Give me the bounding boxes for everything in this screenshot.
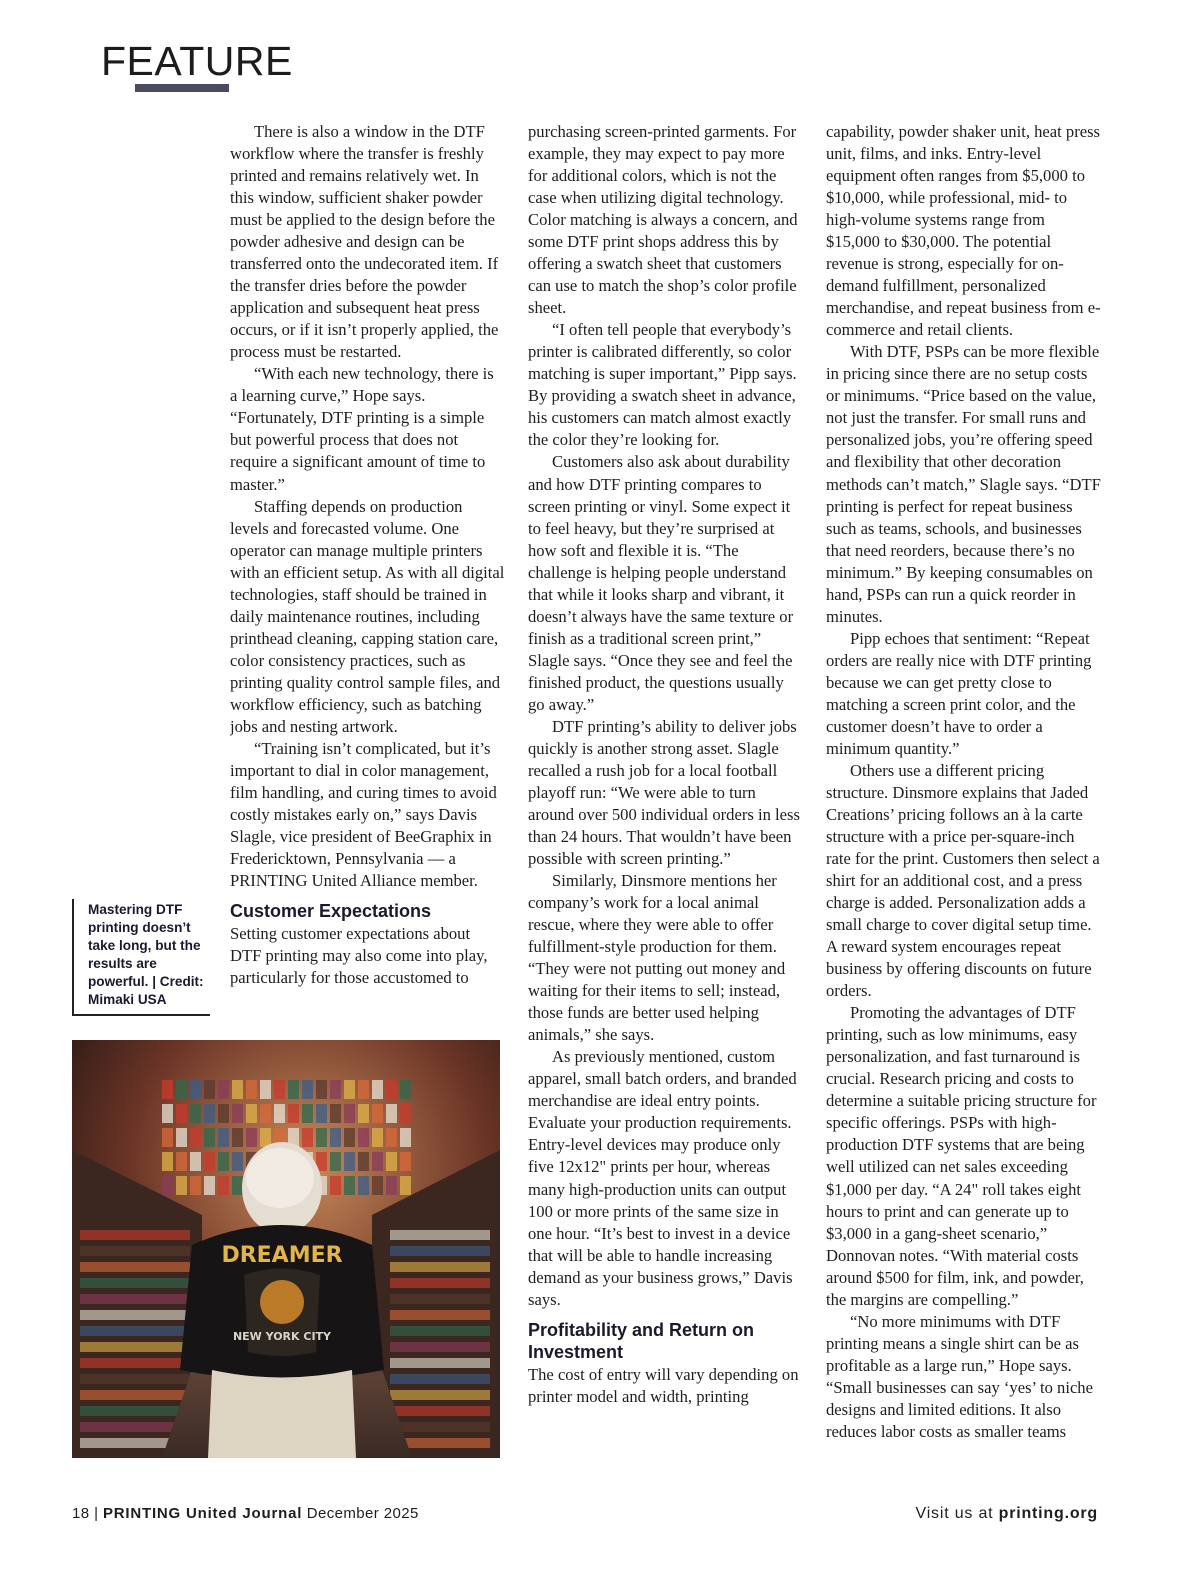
record-sleeve bbox=[400, 1080, 411, 1099]
record-bin-row bbox=[390, 1406, 490, 1416]
body-paragraph: capability, powder shaker unit, heat press unit, films, and inks. Entry-level equipment often ranges from $5,000 to $10,000, while professional, mid- to high-volume systems range from $15,000 to $30,000. The potential revenue is strong, especially for on-demand fulfillment, personalized merchandise, and repeat business from e-commerce and retail clients. bbox=[826, 122, 1101, 340]
record-bin-row bbox=[80, 1246, 190, 1256]
record-bin-row bbox=[80, 1342, 190, 1352]
record-sleeve bbox=[176, 1104, 187, 1123]
website-link[interactable]: printing.org bbox=[998, 1505, 1098, 1522]
record-sleeve bbox=[176, 1152, 187, 1171]
record-sleeve bbox=[190, 1152, 201, 1171]
record-bin-row bbox=[390, 1374, 490, 1384]
record-sleeve bbox=[162, 1104, 173, 1123]
issue-date: December 2025 bbox=[306, 1505, 419, 1522]
record-sleeve bbox=[190, 1080, 201, 1099]
record-sleeve bbox=[204, 1176, 215, 1195]
record-sleeve bbox=[246, 1128, 257, 1147]
record-sleeve bbox=[400, 1176, 411, 1195]
record-bin-row bbox=[80, 1406, 190, 1416]
body-paragraph: Setting customer expectations about DTF printing may also come into play, particularly for those accustomed to bbox=[230, 924, 488, 988]
body-paragraph: Similarly, Dinsmore mentions her company’s work for a local animal rescue, where they were able to offer fulfillment-style production for them. “They were not putting out money and waiting for their items to sell; instead, those funds are better used helping animals,” she says. bbox=[528, 871, 786, 1045]
record-sleeve bbox=[176, 1080, 187, 1099]
record-bin-row bbox=[390, 1358, 490, 1368]
record-bin-row bbox=[80, 1230, 190, 1240]
body-paragraph: Pipp echoes that sentiment: “Repeat orders are really nice with DTF printing because we can get pretty close to matching a screen print color, and the customer doesn’t have to order a minimum quantity.” bbox=[826, 628, 1092, 758]
record-sleeve bbox=[400, 1104, 411, 1123]
record-sleeve bbox=[288, 1080, 299, 1099]
record-sleeve bbox=[330, 1080, 341, 1099]
record-sleeve bbox=[176, 1176, 187, 1195]
record-bin-row bbox=[80, 1310, 190, 1320]
record-sleeve bbox=[330, 1104, 341, 1123]
record-sleeve bbox=[260, 1080, 271, 1099]
record-sleeve bbox=[232, 1104, 243, 1123]
publication-name: PRINTING United Journal bbox=[102, 1505, 303, 1522]
body-paragraph: The cost of entry will vary depending on printer model and width, printing bbox=[528, 1364, 799, 1406]
body-paragraph: With DTF, PSPs can be more flexible in pricing since there are no setup costs or minimums. “Price based on the value, not just the transfer. For small runs and personalized jobs, you’re offering speed and flexibility that other decoration methods can’t match,” Slagle says. “DTF printing is perfect for repeat business such as teams, schools, and businesses that need reorders, because there’s no minimum.” By keeping consumables on hand, PSPs can run a quick reorder in minutes. bbox=[826, 342, 1101, 626]
record-sleeve bbox=[372, 1128, 383, 1147]
section-underline bbox=[135, 84, 229, 92]
record-bin-row bbox=[80, 1390, 190, 1400]
record-sleeve bbox=[358, 1176, 369, 1195]
section-heading: Profitability and Return on Investment bbox=[528, 1319, 755, 1362]
body-paragraph: DTF printing’s ability to deliver jobs quickly is another strong asset. Slagle recalled a rush job for a local football playoff run: “We were able to turn around over 500 individual orders in less than 24 hours. That wouldn’t have been possible with screen printing.” bbox=[528, 716, 800, 869]
record-bin-row bbox=[80, 1358, 190, 1368]
record-sleeve bbox=[162, 1152, 173, 1171]
body-paragraph: Customers also ask about durability and how DTF printing compares to screen printing or vinyl. Some expect it to feel heavy, but they’re surprised at how soft and flexible it is. “The challenge is helping people understand that while it looks sharp and vibrant, it doesn’t always have the same texture or finish as a traditional screen print,” Slagle says. “Once they see and feel the finished product, the questions usually go away.” bbox=[528, 452, 794, 714]
page-number: 18 bbox=[72, 1505, 90, 1522]
record-sleeve bbox=[302, 1128, 313, 1147]
record-sleeve bbox=[232, 1176, 243, 1195]
body-paragraph: Staffing depends on production levels and forecasted volume. One operator can manage multiple printers with an efficient setup. As with all digital technologies, staff should be trained in daily maintenance routines, including printhead cleaning, capping station care, color consistency practices, such as printing quality control sample files, and workflow efficiency, such as batching jobs and nesting artwork. bbox=[230, 496, 505, 736]
record-sleeve bbox=[344, 1152, 355, 1171]
record-sleeve bbox=[246, 1080, 257, 1099]
record-bin-row bbox=[390, 1326, 490, 1336]
record-bin-row bbox=[80, 1326, 190, 1336]
record-sleeve bbox=[372, 1152, 383, 1171]
record-sleeve bbox=[372, 1104, 383, 1123]
record-sleeve bbox=[316, 1104, 327, 1123]
record-sleeve bbox=[358, 1104, 369, 1123]
record-sleeve bbox=[372, 1080, 383, 1099]
body-paragraph: “No more minimums with DTF printing means a single shirt can be as profitable as a large run,” Hope says. “Small businesses can say ‘yes’ to niche designs and limited editions. It also reduces labor costs as smaller teams bbox=[826, 1311, 1093, 1441]
record-sleeve bbox=[330, 1152, 341, 1171]
record-bin-row bbox=[390, 1342, 490, 1352]
record-sleeve bbox=[358, 1080, 369, 1099]
record-sleeve bbox=[204, 1128, 215, 1147]
jacket-print-subtext: NEW YORK CITY bbox=[232, 1330, 332, 1343]
record-sleeve bbox=[260, 1104, 271, 1123]
record-sleeve bbox=[302, 1080, 313, 1099]
article-photo bbox=[72, 1040, 500, 1458]
record-bin-row bbox=[80, 1278, 190, 1288]
section-heading: Customer Expectations bbox=[230, 901, 432, 922]
record-sleeve bbox=[330, 1176, 341, 1195]
record-sleeve bbox=[400, 1128, 411, 1147]
article-column-3 bbox=[826, 121, 1101, 1466]
record-bin-row bbox=[390, 1278, 490, 1288]
record-sleeve bbox=[190, 1104, 201, 1123]
record-sleeve bbox=[358, 1128, 369, 1147]
body-paragraph: As previously mentioned, custom apparel, small batch orders, and branded merchandise are ideal entry points. Evaluate your production requirements. Entry-level devices may produce only five 12x12" prints per hour, whereas many high-production units can output 100 or more prints of the same size in one hour. “It’s best to invest in a device that will be able to handle increasing demand as your business grows,” Davis says. bbox=[528, 1047, 797, 1309]
record-sleeve bbox=[218, 1104, 229, 1123]
section-label: FEATURE bbox=[101, 38, 293, 84]
record-bin-row bbox=[390, 1310, 490, 1320]
page-folio bbox=[72, 1505, 419, 1522]
record-sleeve bbox=[162, 1128, 173, 1147]
body-paragraph: Promoting the advantages of DTF printing, such as low minimums, easy personalization, and fast turnaround is crucial. Research pricing and costs to determine a suitable pricing structure for specific offerings. PSPs with high-production DTF systems that are being well utilized can net sales exceeding $1,000 per day. “A 24" roll takes eight hours to print and can generate up to $3,000 in a gang-sheet scenario,” Donnovan notes. “With material costs around $500 for film, ink, and powder, the margins are compelling.” bbox=[826, 1003, 1097, 1309]
body-paragraph: Others use a different pricing structure. Dinsmore explains that Jaded Creations’ pricing follows an à la carte structure with a price per-square-inch rate for the print. Customers then select a shirt for an additional cost, and a press charge is added. Personalization adds a small charge to cover digital setup time. A reward system encourages repeat business by offering discounts on future orders. bbox=[826, 760, 1100, 1001]
record-sleeve bbox=[316, 1080, 327, 1099]
record-sleeve bbox=[218, 1152, 229, 1171]
record-bin-row bbox=[80, 1294, 190, 1304]
record-sleeve bbox=[204, 1080, 215, 1099]
record-sleeve bbox=[400, 1152, 411, 1171]
jacket-print-text: DREAMER bbox=[221, 1243, 343, 1268]
record-sleeve bbox=[316, 1128, 327, 1147]
record-bin-row bbox=[390, 1230, 490, 1240]
record-sleeve bbox=[232, 1152, 243, 1171]
record-sleeve bbox=[246, 1104, 257, 1123]
record-sleeve bbox=[204, 1104, 215, 1123]
record-sleeve bbox=[162, 1176, 173, 1195]
record-sleeve bbox=[162, 1080, 173, 1099]
record-sleeve bbox=[232, 1128, 243, 1147]
record-sleeve bbox=[330, 1128, 341, 1147]
body-paragraph: “With each new technology, there is a learning curve,” Hope says. “Fortunately, DTF printing is a simple but powerful process that does not require a significant amount of time to master.” bbox=[230, 364, 494, 494]
visit-prefix: Visit us at bbox=[915, 1505, 994, 1522]
record-bin-row bbox=[80, 1374, 190, 1384]
record-sleeve bbox=[204, 1152, 215, 1171]
record-sleeve bbox=[386, 1128, 397, 1147]
record-sleeve bbox=[344, 1176, 355, 1195]
record-bin-row bbox=[390, 1246, 490, 1256]
record-sleeve bbox=[218, 1128, 229, 1147]
record-sleeve bbox=[344, 1104, 355, 1123]
record-sleeve bbox=[260, 1128, 271, 1147]
record-sleeve bbox=[386, 1080, 397, 1099]
record-sleeve bbox=[358, 1152, 369, 1171]
record-sleeve bbox=[372, 1176, 383, 1195]
body-paragraph: “Training isn’t complicated, but it’s important to dial in color management, film handling, and curing times to avoid costly mistakes early on,” says Davis Slagle, vice president of BeeGraphix in Fredericktown, Pennsylvania — a PRINTING United Alliance member. bbox=[230, 738, 497, 891]
record-sleeve bbox=[274, 1080, 285, 1099]
record-sleeve bbox=[176, 1128, 187, 1147]
record-sleeve bbox=[190, 1176, 201, 1195]
record-sleeve bbox=[344, 1080, 355, 1099]
record-sleeve bbox=[274, 1104, 285, 1123]
folio-separator: | bbox=[94, 1505, 99, 1522]
record-sleeve bbox=[386, 1152, 397, 1171]
record-bin-row bbox=[390, 1422, 490, 1432]
body-paragraph: There is also a window in the DTF workflow where the transfer is freshly printed and remains relatively wet. In this window, sufficient shaker powder must be applied to the design before the powder adhesive and design can be transferred onto the undecorated item. If the transfer dries before the powder application and subsequent heat press occurs, or if it isn’t properly applied, the process must be restarted. bbox=[230, 122, 499, 362]
record-sleeve bbox=[232, 1080, 243, 1099]
article-column-2 bbox=[528, 121, 803, 1466]
record-bin-row bbox=[390, 1390, 490, 1400]
record-sleeve bbox=[288, 1104, 299, 1123]
record-sleeve bbox=[218, 1080, 229, 1099]
record-sleeve bbox=[344, 1128, 355, 1147]
record-sleeve bbox=[218, 1176, 229, 1195]
record-sleeve bbox=[386, 1104, 397, 1123]
body-paragraph: purchasing screen-printed garments. For example, they may expect to pay more for additional colors, which is not the case when utilizing digital technology. Color matching is always a concern, and some DTF print shops address this by offering a swatch sheet that customers can use to match the shop’s color profile sheet. bbox=[528, 122, 798, 318]
body-paragraph: “I often tell people that everybody’s printer is calibrated differently, so color matching is super important,” Pipp says. By providing a swatch sheet in advance, his customers can match almost exactly the color they’re looking for. bbox=[528, 320, 797, 450]
record-bin-row bbox=[80, 1262, 190, 1272]
record-sleeve bbox=[302, 1104, 313, 1123]
record-sleeve bbox=[190, 1128, 201, 1147]
photo-caption: Mastering DTF printing doesn’t take long, but the results are powerful. | Credit: Mimaki USA bbox=[72, 899, 210, 1016]
record-bin-row bbox=[390, 1262, 490, 1272]
website-promo bbox=[916, 1505, 1098, 1523]
record-bin-row bbox=[390, 1294, 490, 1304]
record-sleeve bbox=[386, 1176, 397, 1195]
